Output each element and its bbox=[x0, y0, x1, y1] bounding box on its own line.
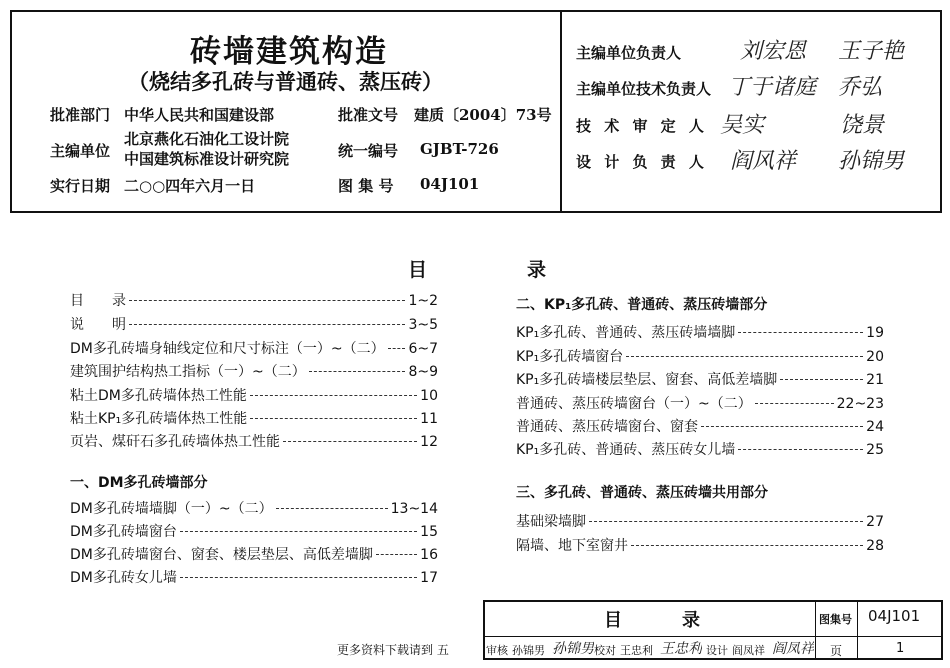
toc-item-label: KP₁多孔砖墙楼层垫层、窗套、高低差墙脚 bbox=[516, 372, 778, 388]
toc-item-page: 19 bbox=[866, 325, 884, 341]
toc-item-label: DM多孔砖女儿墙 bbox=[70, 570, 177, 586]
effective-date-label: 实行日期 bbox=[50, 177, 111, 195]
leader-dots bbox=[309, 371, 406, 372]
toc-item[interactable] bbox=[516, 535, 884, 555]
title-block-hline bbox=[483, 636, 943, 637]
toc-item-page: 21 bbox=[866, 372, 884, 388]
toc-item-page: 17 bbox=[420, 570, 438, 586]
leader-dots bbox=[738, 449, 863, 450]
toc-item-label: 建筑围护结构热工指标（一）~（二） bbox=[70, 364, 306, 380]
leader-dots bbox=[250, 395, 417, 396]
approval-dept-label: 批准部门 bbox=[50, 106, 111, 124]
toc-item[interactable] bbox=[70, 408, 438, 428]
download-watermark: 更多资料下载请到 五 bbox=[337, 643, 449, 657]
design-head-label: 设 计 负 责 人 bbox=[576, 153, 708, 171]
tech-head-signature: 丁于诸庭 bbox=[728, 75, 817, 100]
approval-no-value: 建质〔2004〕73号 bbox=[414, 106, 552, 124]
toc-item[interactable] bbox=[516, 346, 884, 366]
toc-item[interactable] bbox=[516, 322, 884, 342]
tech-review-signature: 吴实 bbox=[720, 113, 765, 138]
toc-item-label: KP₁多孔砖、普通砖、蒸压砖墙墙脚 bbox=[516, 325, 736, 341]
leader-dots bbox=[701, 426, 863, 427]
atlas-no-label: 图 集 号 bbox=[338, 177, 394, 195]
toc-item-label: 粘土DM多孔砖墙体热工性能 bbox=[70, 388, 247, 404]
review-label: 审核 bbox=[486, 644, 508, 657]
approval-no-label: 批准文号 bbox=[338, 106, 399, 124]
review-name: 孙锦男 bbox=[512, 644, 545, 657]
toc-item[interactable] bbox=[516, 511, 884, 531]
title-block-vline-2 bbox=[857, 600, 858, 660]
document-subtitle: （烧结多孔砖与普通砖、蒸压砖） bbox=[128, 69, 443, 94]
leader-dots bbox=[631, 545, 863, 546]
toc-item[interactable] bbox=[70, 361, 438, 381]
toc-item-page: 12 bbox=[420, 434, 438, 450]
toc-item-page: 22~23 bbox=[836, 396, 884, 412]
toc-item-label: 基础梁墙脚 bbox=[516, 514, 586, 530]
document-title: 砖墙建筑构造 bbox=[190, 34, 388, 70]
leader-dots bbox=[283, 441, 417, 442]
toc-item-label: DM多孔砖墙窗台、窗套、楼层垫层、高低差墙脚 bbox=[70, 547, 373, 563]
tech-head-signature-2: 乔弘 bbox=[838, 75, 883, 100]
toc-item[interactable] bbox=[70, 385, 438, 405]
toc-item-label: KP₁多孔砖墙窗台 bbox=[516, 349, 624, 365]
toc-item-page: 1~2 bbox=[408, 293, 438, 309]
toc-item-label: 隔墙、地下室窗井 bbox=[516, 538, 628, 554]
toc-item-label: 普通砖、蒸压砖墙窗台、窗套 bbox=[516, 419, 698, 435]
toc-item-page: 11 bbox=[420, 411, 438, 427]
header-divider bbox=[560, 10, 562, 213]
toc-heading-right: 录 bbox=[527, 259, 547, 281]
toc-item-label: DM多孔砖墙身轴线定位和尺寸标注（一）~（二） bbox=[70, 341, 385, 357]
leader-dots bbox=[626, 356, 863, 357]
atlas-no-value: 04J101 bbox=[420, 175, 480, 193]
tech-review-signature-2: 饶景 bbox=[840, 113, 885, 138]
toc-item[interactable] bbox=[70, 338, 438, 358]
leader-dots bbox=[376, 554, 417, 555]
tech-review-label: 技 术 审 定 人 bbox=[576, 117, 708, 135]
toc-item-label: DM多孔砖墙墙脚（一）~（二） bbox=[70, 501, 273, 517]
toc-item-page: 10 bbox=[420, 388, 438, 404]
toc-item-label: 说 明 bbox=[70, 317, 126, 333]
design-name: 阎凤祥 bbox=[732, 644, 765, 657]
toc-item-label: 页岩、煤矸石多孔砖墙体热工性能 bbox=[70, 434, 280, 450]
toc-item[interactable] bbox=[70, 498, 438, 518]
atlas-label: 图集号 bbox=[819, 613, 852, 626]
toc-item-page: 27 bbox=[866, 514, 884, 530]
leader-dots bbox=[780, 379, 863, 380]
chief-unit-head-signature-2: 王子艳 bbox=[838, 39, 905, 64]
toc-item-label: KP₁多孔砖、普通砖、蒸压砖女儿墙 bbox=[516, 442, 736, 458]
toc-item-page: 3~5 bbox=[408, 317, 438, 333]
toc-item-label: DM多孔砖墙窗台 bbox=[70, 524, 177, 540]
check-name: 王忠利 bbox=[620, 644, 653, 657]
toc-item-page: 6~7 bbox=[408, 341, 438, 357]
leader-dots bbox=[276, 508, 388, 509]
leader-dots bbox=[755, 403, 834, 404]
toc-item-page: 15 bbox=[420, 524, 438, 540]
toc-item-page: 24 bbox=[866, 419, 884, 435]
section-2-title: 二、KP₁多孔砖、普通砖、蒸压砖墙部分 bbox=[516, 297, 768, 313]
chief-unit-head-label: 主编单位负责人 bbox=[576, 44, 682, 62]
check-signature: 王忠利 bbox=[660, 641, 702, 657]
design-signature: 阎凤祥 bbox=[772, 641, 814, 657]
leader-dots bbox=[738, 332, 863, 333]
toc-item-page: 8~9 bbox=[408, 364, 438, 380]
check-label: 校对 bbox=[594, 644, 616, 657]
toc-item[interactable] bbox=[516, 416, 884, 436]
page-label: 页 bbox=[830, 644, 843, 658]
toc-item-label: 普通砖、蒸压砖墙窗台（一）~（二） bbox=[516, 396, 752, 412]
effective-date-value: 二○○四年六月一日 bbox=[124, 177, 256, 195]
toc-item[interactable] bbox=[70, 314, 438, 334]
toc-item[interactable] bbox=[70, 567, 438, 587]
chief-unit-value-2: 中国建筑标准设计研究院 bbox=[124, 150, 290, 168]
chief-unit-value-1: 北京燕化石油化工设计院 bbox=[124, 130, 290, 148]
atlas-value: 04J101 bbox=[868, 607, 921, 625]
tech-head-label: 主编单位技术负责人 bbox=[576, 80, 712, 98]
toc-heading-left: 目 bbox=[408, 259, 428, 281]
toc-item-page: 16 bbox=[420, 547, 438, 563]
design-head-signature-2: 孙锦男 bbox=[838, 149, 905, 174]
toc-item[interactable] bbox=[516, 393, 884, 413]
toc-item-page: 25 bbox=[866, 442, 884, 458]
title-block-heading-right: 录 bbox=[682, 610, 700, 631]
section-3-title: 三、多孔砖、普通砖、蒸压砖墙共用部分 bbox=[516, 485, 768, 501]
toc-item-page: 20 bbox=[866, 349, 884, 365]
leader-dots bbox=[589, 521, 863, 522]
title-block-heading-left: 目 bbox=[604, 610, 622, 631]
toc-item[interactable] bbox=[516, 369, 884, 389]
toc-item[interactable] bbox=[70, 521, 438, 541]
toc-item[interactable] bbox=[70, 290, 438, 310]
leader-dots bbox=[129, 300, 405, 301]
toc-item[interactable] bbox=[70, 544, 438, 564]
design-head-signature: 阎风祥 bbox=[730, 149, 797, 174]
toc-item[interactable] bbox=[516, 439, 884, 459]
toc-item[interactable] bbox=[70, 431, 438, 451]
unified-no-label: 统一编号 bbox=[338, 142, 399, 160]
toc-item-label: 粘土KP₁多孔砖墙体热工性能 bbox=[70, 411, 248, 427]
approval-dept-value: 中华人民共和国建设部 bbox=[124, 106, 275, 124]
review-signature: 孙锦男 bbox=[552, 641, 594, 657]
design-label: 设计 bbox=[706, 644, 728, 657]
unified-no-value: GJBT-726 bbox=[420, 140, 499, 158]
chief-unit-head-signature: 刘宏恩 bbox=[740, 39, 807, 64]
toc-item-label: 目 录 bbox=[70, 293, 126, 309]
leader-dots bbox=[180, 531, 417, 532]
toc-item-page: 28 bbox=[866, 538, 884, 554]
page-value: 1 bbox=[896, 641, 905, 656]
chief-unit-label: 主编单位 bbox=[50, 142, 111, 160]
leader-dots bbox=[388, 348, 406, 349]
leader-dots bbox=[129, 324, 405, 325]
leader-dots bbox=[250, 418, 417, 419]
title-block-vline-1 bbox=[815, 600, 816, 660]
leader-dots bbox=[180, 577, 417, 578]
toc-item-page: 13~14 bbox=[390, 501, 438, 517]
section-1-title: 一、DM多孔砖墙部分 bbox=[70, 475, 208, 491]
